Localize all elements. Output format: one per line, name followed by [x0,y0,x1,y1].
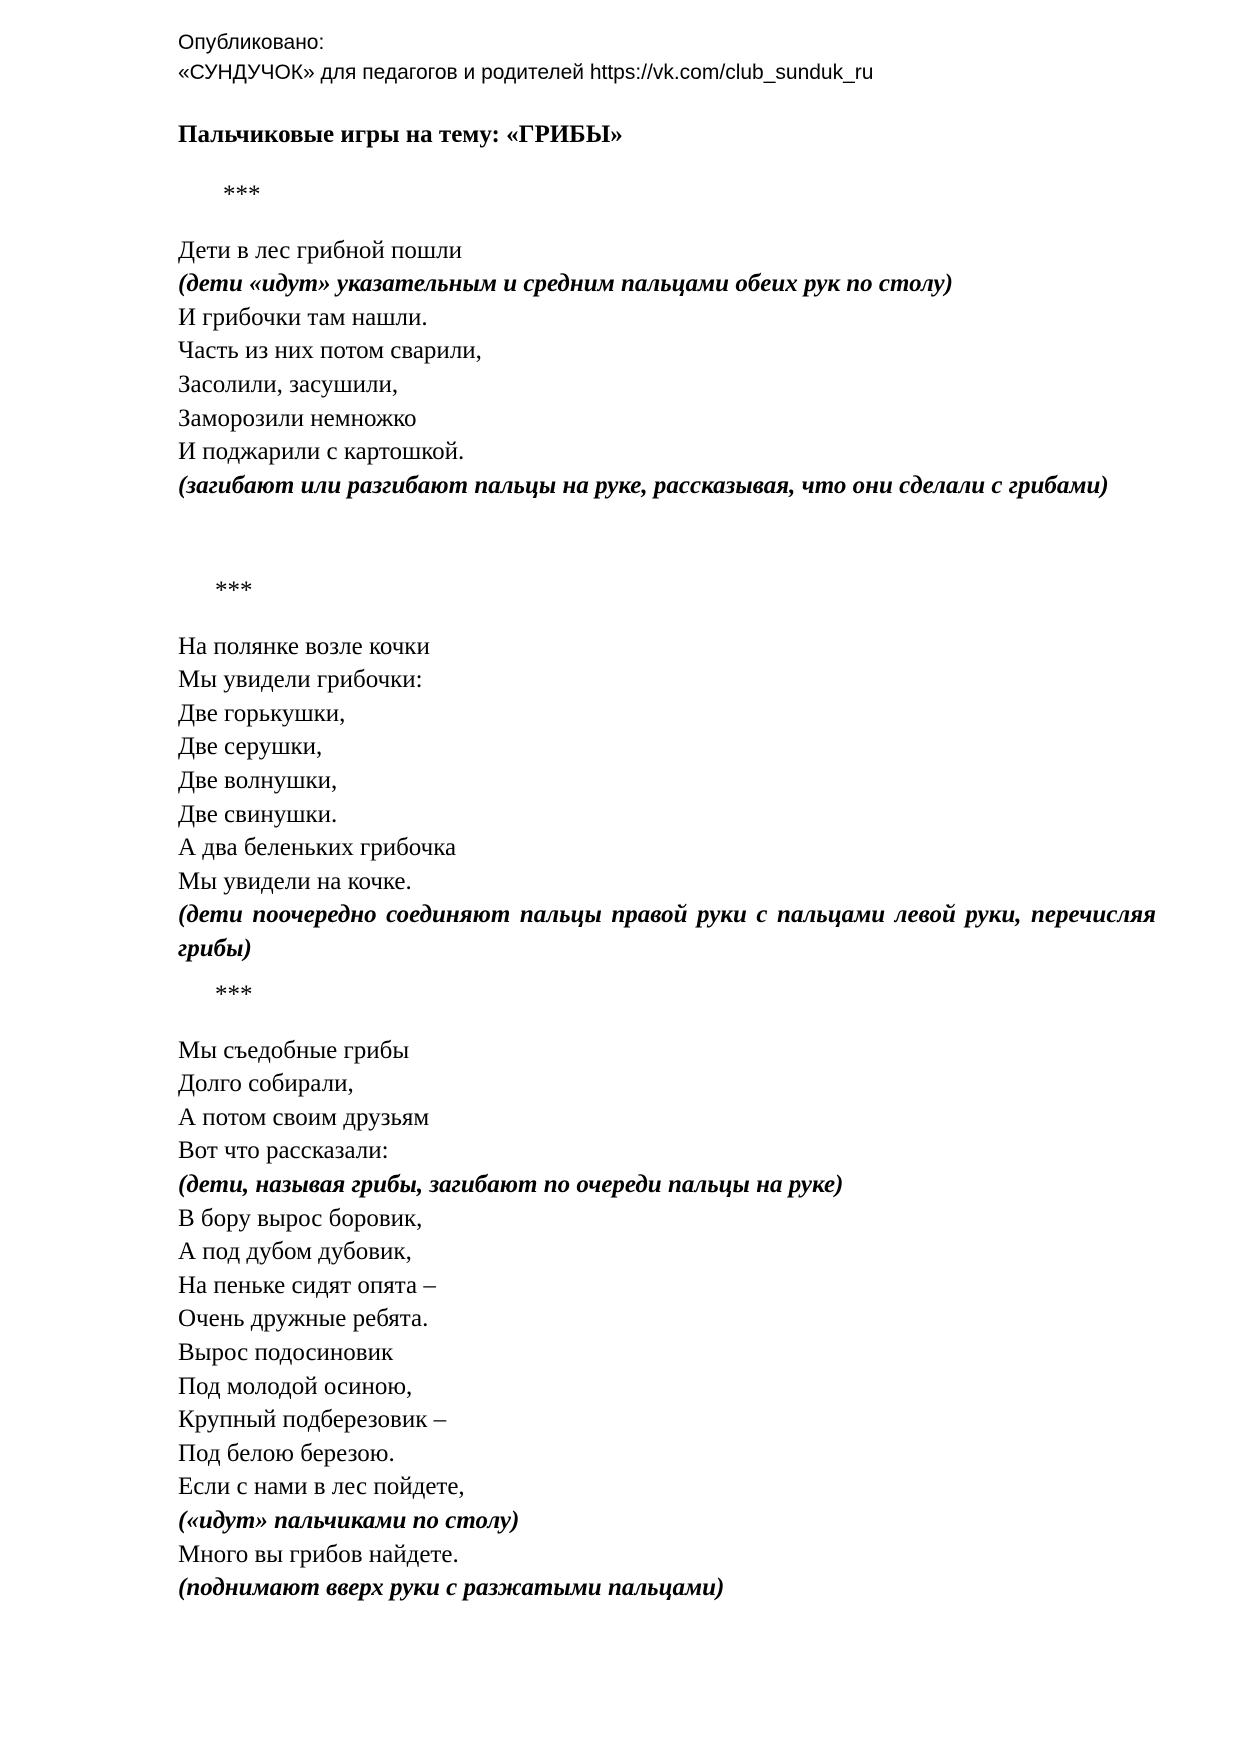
poem-line: Вот что рассказали: [178,1137,389,1165]
poem-line: На пеньке сидят опята – [178,1271,436,1299]
action-note: (загибают или разгибают пальцы на руке, рассказывая, что они сделали с грибами) [178,471,1109,499]
poem-line: В бору вырос боровик, [178,1204,423,1232]
poem-line: Если с нами в лес пойдете, [178,1473,465,1501]
poem-line: Крупный подберезовик – [178,1406,447,1434]
poem-line: Много вы грибов найдете. [178,1540,459,1568]
poem-separator: *** [215,981,253,1008]
poem-separator: *** [223,181,261,208]
action-note: («идут» пальчиками по столу) [178,1506,520,1534]
action-note: (поднимают вверх руки с разжатыми пальцами) [178,1574,725,1602]
poem-line: Долго собирали, [178,1070,354,1098]
poem-line: На полянке возле кочки [178,632,430,660]
publication-header [178,28,1178,88]
poem-line: Вырос подосиновик [178,1338,394,1366]
poem-line: А под дубом дубовик, [178,1238,412,1266]
poem-separator: *** [215,577,253,604]
poem-line: И поджарили с картошкой. [178,438,465,466]
poem-line: Заморозили немножко [178,404,417,432]
published-label: Опубликовано: [178,31,325,54]
poem-line: Две серушки, [178,733,323,761]
poem-3 [178,978,1156,1605]
poem-2 [178,574,1156,966]
action-note: (дети, называя грибы, загибают по очереди пальцы на руке) [178,1170,844,1198]
action-note: (дети поочередно соединяют пальцы правой руки с пальцами левой руки, перечисляя грибы) [178,901,1156,962]
poem-line: Под молодой осиною, [178,1372,413,1400]
poem-line: А потом своим друзьям [178,1103,430,1131]
poem-line: А два беленьких грибочка [178,834,457,862]
poem-line: Две волнушки, [178,766,338,794]
poem-line: Две свинушки. [178,800,338,828]
poem-line: Засолили, засушили, [178,370,399,398]
action-note: (дети «идут» указательным и средним пальцами обеих рук по столу) [178,270,953,298]
source-line: «СУНДУЧОК» для педагогов и родителей https://vk.com/club_sunduk_ru [178,61,874,84]
poem-1 [178,178,1156,502]
poem-line: Мы увидели грибочки: [178,666,423,694]
poem-line: И грибочки там нашли. [178,303,428,331]
poem-line: Очень дружные ребята. [178,1305,429,1333]
poem-line: Две горькушки, [178,699,346,727]
poem-line: Часть из них потом сварили, [178,337,482,365]
poem-line: Мы увидели на кочке. [178,867,412,895]
poem-line: Мы съедобные грибы [178,1036,410,1064]
poem-line: Дети в лес грибной пошли [178,236,462,264]
page-title: Пальчиковые игры на тему: «ГРИБЫ» [178,121,623,148]
poem-line: Под белою березою. [178,1439,395,1467]
